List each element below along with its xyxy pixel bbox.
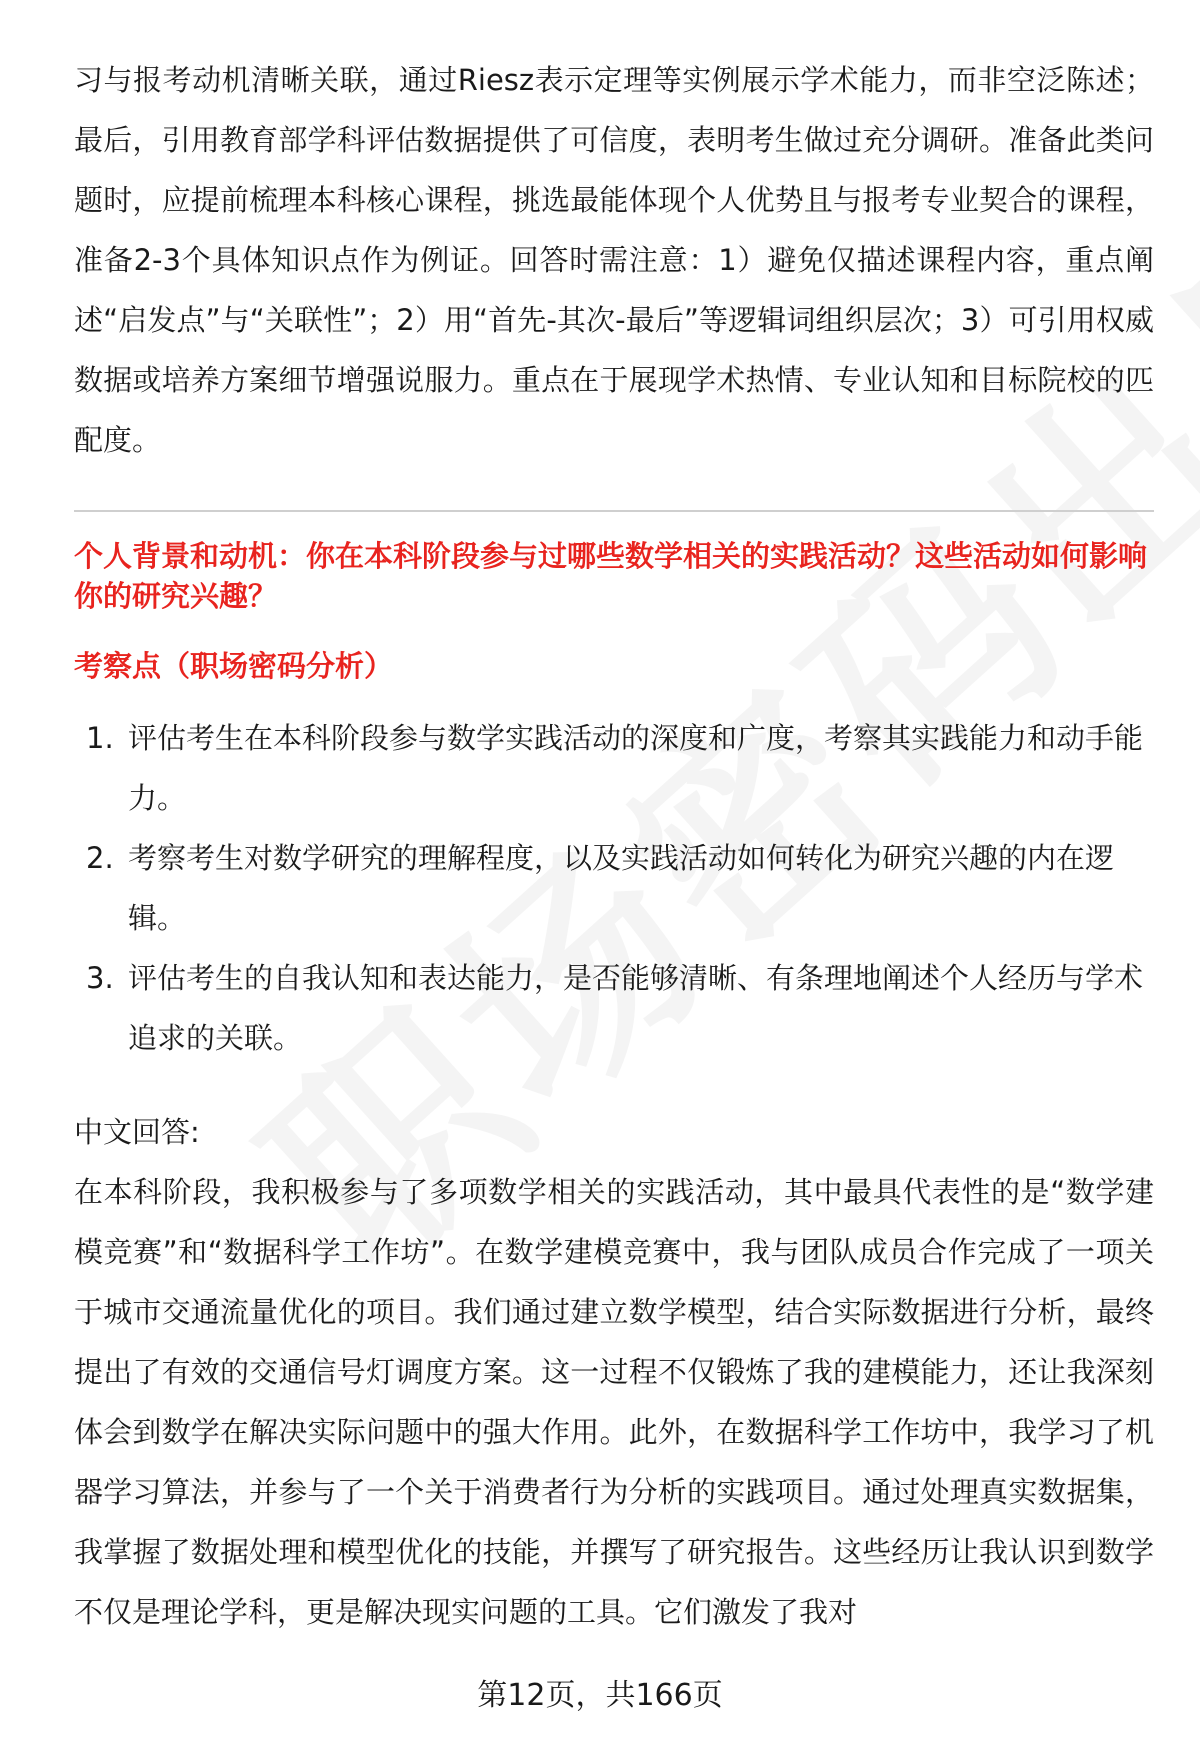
document-page (74, 50, 1154, 1642)
answer-label: 中文回答: (74, 1115, 200, 1149)
assessment-list (74, 708, 1154, 1068)
intro-paragraph: 习与报考动机清晰关联，通过Riesz表示定理等实例展示学术能力，而非空泛陈述；最后，引用教育部学科评估数据提供了可信度，表明考生做过充分调研。准备此类问题时，应提前梳理本科核心课程，挑选最能体现个人优势且与报考专业契合的课程，准备2-3个具体知识点作为例证。回答时需注意：1）避免仅描述课程内容，重点阐述“启发点”与“关联性”；2）用“首先-其次-最后”等逻辑词组织层次；3）可引用权威数据或培养方案细节增强说服力。重点在于展现学术热情、专业认知和目标院校的匹配度。 (74, 63, 1154, 457)
list-item (74, 948, 1154, 1068)
answer-paragraph: 在本科阶段，我积极参与了多项数学相关的实践活动，其中最具代表性的是“数学建模竞赛”和“数据科学工作坊”。在数学建模竞赛中，我与团队成员合作完成了一项关于城市交通流量优化的项目。我们通过建立数学模型，结合实际数据进行分析，最终提出了有效的交通信号灯调度方案。这一过程不仅锻炼了我的建模能力，还让我深刻体会到数学在解决实际问题中的强大作用。此外，在数据科学工作坊中，我学习了机器学习算法，并参与了一个关于消费者行为分析的实践项目。通过处理真实数据集，我掌握了数据处理和模型优化的技能，并撰写了研究报告。这些经历让我认识到数学不仅是理论学科，更是解决现实问题的工具。它们激发了我对 (74, 1175, 1154, 1629)
page-number-footer: 第12页，共166页 (477, 1678, 723, 1713)
list-item-text: 评估考生的自我认知和表达能力，是否能够清晰、有条理地阐述个人经历与学术追求的关联。 (128, 961, 1144, 1055)
assessment-title: 考察点（职场密码分析） (74, 649, 394, 683)
list-item-number: 3. (86, 961, 114, 995)
section-divider (74, 510, 1154, 512)
list-item-text: 考察考生对数学研究的理解程度，以及实践活动如何转化为研究兴趣的内在逻辑。 (128, 841, 1115, 935)
list-item-text: 评估考生在本科阶段参与数学实践活动的深度和广度，考察其实践能力和动手能力。 (128, 721, 1144, 815)
list-item-number: 2. (86, 841, 114, 875)
list-item (74, 828, 1154, 948)
question-heading: 个人背景和动机：你在本科阶段参与过哪些数学相关的实践活动？这些活动如何影响你的研究兴趣？ (74, 539, 1148, 613)
list-item (74, 708, 1154, 828)
list-item-number: 1. (86, 721, 114, 755)
